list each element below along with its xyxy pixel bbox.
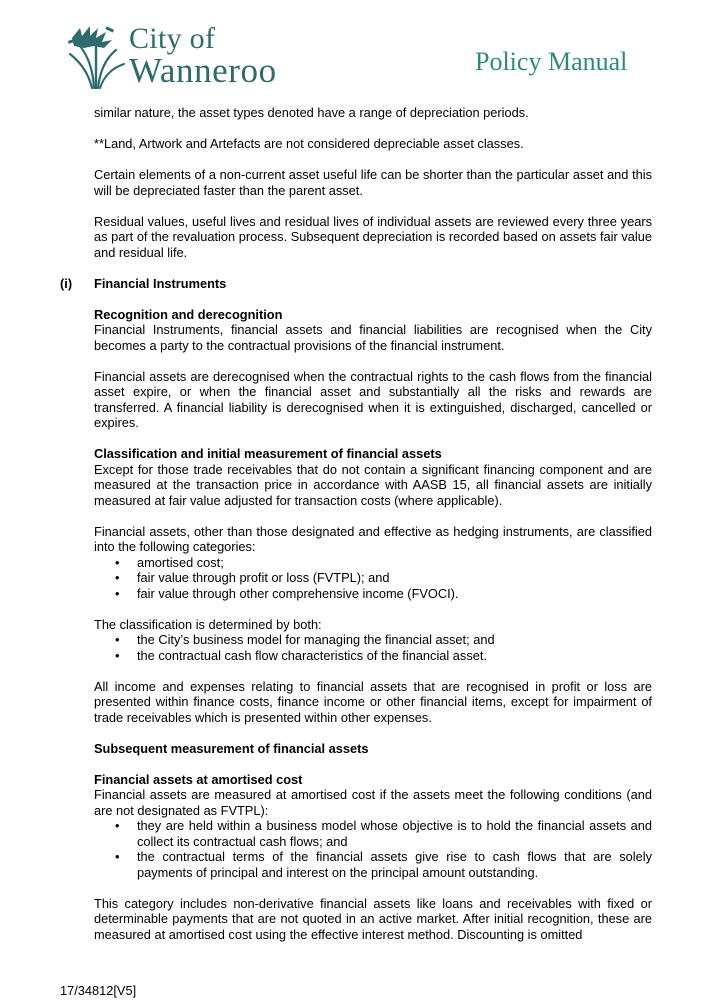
- determinants-list: [94, 632, 652, 663]
- bullet-icon: •: [115, 647, 120, 663]
- list-item: • fair value through profit or loss (FVTPL); and: [115, 570, 390, 585]
- paragraph-residual-values: Residual values, useful lives and residual lives of individual assets are reviewed every three years as part of the revaluation process. Subsequent depreciation is recorded based on assets fair value and residual life.: [94, 213, 652, 260]
- paragraph-income-expenses: All income and expenses relating to financial assets that are recognised in profit or loss are presented within finance costs, finance income or other financial items, except for impairment of trade receivables which is presented within other expenses.: [94, 678, 652, 725]
- section-heading: [60, 275, 652, 292]
- heading-classification: Classification and initial measurement of financial assets: [94, 446, 442, 461]
- paragraph-categories-intro: Financial assets, other than those designated and effective as hedging instruments, are classified into the following categories:: [94, 523, 652, 554]
- paragraph-derecognition: Financial assets are derecognised when the contractual rights to the cash flows from the financial asset expire, or when the financial asset and substantially all the risks and rewards are transferred. A financial liability is derecognised when it is extinguished, discharged, cancelled or expires.: [94, 368, 652, 430]
- paragraph-amortised-conditions: Financial assets are measured at amortised cost if the assets meet the following conditions (and are not designated as FVTPL):: [94, 787, 652, 818]
- section-number: (i): [60, 275, 73, 291]
- logo-name-text: Wanneroo: [129, 51, 277, 90]
- city-logo: [66, 24, 296, 90]
- list-item: • amortised cost;: [115, 554, 224, 570]
- paragraph-non-depreciable: **Land, Artwork and Artefacts are not considered depreciable asset classes.: [94, 136, 524, 151]
- list-item: • fair value through other comprehensive income (FVOCI).: [115, 585, 459, 601]
- list-item: • they are held within a business model whose objective is to hold the financial assets and collect its contractual cash flows; and: [115, 818, 652, 849]
- bullet-icon: •: [115, 849, 120, 864]
- categories-list: [94, 555, 652, 602]
- grass-tree-logo-icon: [66, 24, 130, 90]
- paragraph-classification-determined: The classification is determined by both:: [94, 616, 322, 632]
- logo-city-text: City of: [129, 22, 216, 55]
- paragraph-depreciation-periods: similar nature, the asset types denoted have a range of depreciation periods.: [94, 105, 529, 120]
- list-item: • the City’s business model for managing the financial asset; and: [115, 632, 495, 647]
- bullet-icon: •: [115, 818, 120, 833]
- paragraph-amortised-category: This category includes non-derivative financial assets like loans and receivables with fixed or determinable payments that are not quoted in an active market. After initial recognition, these are measured at amortised cost using the effective interest method. Discounting is omitted: [94, 895, 652, 942]
- subheading-amortised-cost: Financial assets at amortised cost: [94, 771, 303, 787]
- document-body: [60, 105, 652, 942]
- document-reference: 17/34812[V5]: [60, 983, 137, 998]
- bullet-icon: •: [115, 585, 120, 601]
- paragraph-useful-life: Certain elements of a non-current asset useful life can be shorter than the particular asset and this will be depreciated faster than the parent asset.: [94, 167, 652, 198]
- page-title: Policy Manual: [475, 47, 628, 76]
- heading-subsequent-measurement: Subsequent measurement of financial assets: [94, 740, 369, 756]
- paragraph-initial-measurement: Except for those trade receivables that do not contain a significant financing component and are measured at the transaction price in accordance with AASB 15, all financial assets are initially measured at fair value adjusted for transaction costs (where applicable).: [94, 461, 652, 508]
- paragraph-recognition: Financial Instruments, financial assets and financial liabilities are recognised when the City becomes a party to the contractual provisions of the financial instrument.: [94, 322, 652, 353]
- list-item: • the contractual terms of the financial assets give rise to cash flows that are solely payments of principal and interest on the principal amount outstanding.: [115, 849, 652, 880]
- heading-recognition: Recognition and derecognition: [94, 306, 283, 322]
- section-title: Financial Instruments: [94, 275, 227, 291]
- conditions-list: [94, 818, 652, 880]
- bullet-icon: •: [115, 554, 120, 570]
- bullet-icon: •: [115, 570, 120, 585]
- bullet-icon: •: [115, 632, 120, 647]
- list-item: • the contractual cash flow characteristics of the financial asset.: [115, 647, 487, 663]
